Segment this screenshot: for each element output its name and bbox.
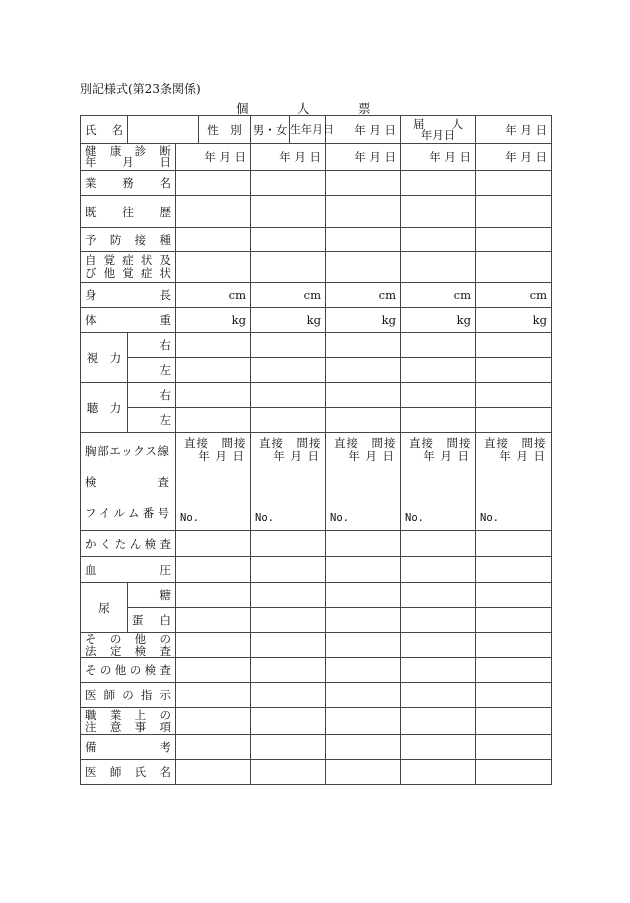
protein-label: 蛋白 — [128, 608, 176, 633]
sex-birth-subtable — [251, 116, 334, 143]
hearing-label: 聴 力 — [81, 383, 128, 433]
data-cell[interactable] — [251, 333, 326, 358]
weight-cell[interactable]: kg — [476, 308, 552, 333]
data-cell[interactable] — [476, 196, 552, 228]
doctor-instruction-label: 医師の指示 — [81, 683, 176, 708]
data-cell[interactable] — [251, 252, 326, 283]
vision-label: 視 力 — [81, 333, 128, 383]
history-label: 既往歴 — [81, 196, 176, 228]
data-cell[interactable] — [176, 228, 251, 252]
xray-cell[interactable] — [251, 433, 326, 531]
vaccination-label: 予防接種 — [81, 228, 176, 252]
occupation-notes-label-1: 職業上の — [85, 708, 171, 722]
right-label: 右 — [128, 333, 176, 358]
data-cell[interactable] — [401, 383, 476, 408]
data-cell[interactable] — [401, 608, 476, 633]
data-cell[interactable] — [326, 531, 401, 557]
data-cell[interactable] — [401, 358, 476, 383]
birth-date-value[interactable]: 年 月 日 — [326, 116, 401, 144]
sex-value[interactable]: 男・女 — [251, 116, 290, 143]
exam-date-label-2: 年 月 日 — [85, 155, 171, 169]
legal-other-row — [81, 633, 552, 658]
xray-method[interactable]: 直接 間接 — [259, 436, 322, 450]
data-cell[interactable] — [176, 196, 251, 228]
xray-cell[interactable] — [476, 433, 552, 531]
data-cell[interactable] — [251, 383, 326, 408]
data-cell[interactable] — [476, 383, 552, 408]
data-cell[interactable] — [251, 196, 326, 228]
data-cell[interactable] — [476, 333, 552, 358]
filed-label-1: 届 人 — [413, 116, 463, 131]
data-cell[interactable] — [401, 408, 476, 433]
data-cell[interactable] — [401, 708, 476, 735]
data-cell[interactable] — [251, 735, 326, 760]
data-cell[interactable] — [401, 171, 476, 196]
left-label: 左 — [128, 358, 176, 383]
birth-label: 生年月日 — [290, 122, 334, 136]
exam-date-row — [81, 144, 552, 171]
exam-date-label-1: 健康診断 — [85, 144, 171, 158]
xray-date[interactable]: 年 月 日 — [423, 449, 470, 463]
data-cell[interactable] — [176, 333, 251, 358]
data-cell[interactable] — [476, 228, 552, 252]
data-cell[interactable] — [326, 583, 401, 608]
xray-method[interactable]: 直接 間接 — [484, 436, 547, 450]
other-exam-label: その他の検査 — [81, 658, 176, 683]
name-field[interactable] — [128, 116, 251, 144]
data-cell[interactable] — [326, 196, 401, 228]
vaccination-row — [81, 228, 552, 252]
data-cell[interactable] — [176, 557, 251, 583]
filed-label-2: 年月日 — [420, 127, 456, 142]
data-cell[interactable] — [401, 196, 476, 228]
data-cell[interactable] — [251, 683, 326, 708]
title-char: 個 — [236, 101, 251, 116]
xray-date[interactable]: 年 月 日 — [499, 449, 546, 463]
height-row — [81, 283, 552, 308]
data-cell[interactable] — [476, 658, 552, 683]
weight-cell[interactable]: kg — [176, 308, 251, 333]
data-cell[interactable] — [251, 358, 326, 383]
data-cell[interactable] — [176, 171, 251, 196]
vision-right-row — [81, 333, 552, 358]
urine-label: 尿 — [81, 583, 128, 633]
film-no[interactable]: No. — [480, 512, 499, 524]
symptoms-label-2: び他覚症状 — [85, 266, 171, 280]
exam-date-cell[interactable]: 年 月 日 — [251, 144, 326, 171]
data-cell[interactable] — [326, 383, 401, 408]
xray-label — [81, 433, 176, 531]
data-cell[interactable] — [326, 408, 401, 433]
data-cell[interactable] — [476, 408, 552, 433]
data-cell[interactable] — [326, 683, 401, 708]
xray-cell[interactable] — [401, 433, 476, 531]
data-cell[interactable] — [476, 608, 552, 633]
data-cell[interactable] — [251, 531, 326, 557]
data-cell[interactable] — [176, 583, 251, 608]
weight-cell[interactable]: kg — [326, 308, 401, 333]
legal-other-label-1: その他の — [85, 632, 171, 646]
other-exam-row — [81, 658, 552, 683]
xray-method[interactable]: 直接 間接 — [184, 436, 247, 450]
exam-date-cell[interactable]: 年 月 日 — [476, 144, 552, 171]
data-cell[interactable] — [476, 531, 552, 557]
height-cell[interactable]: cm — [326, 283, 401, 308]
data-cell[interactable] — [251, 583, 326, 608]
data-cell[interactable] — [251, 608, 326, 633]
name-label: 氏 名 — [81, 116, 128, 144]
data-cell[interactable] — [176, 760, 251, 785]
urine-protein-row — [81, 608, 552, 633]
data-cell[interactable] — [251, 171, 326, 196]
legal-other-label — [81, 633, 176, 658]
sugar-label: 糖 — [128, 583, 176, 608]
sex-label: 性 別 — [207, 122, 242, 137]
form-caption: 別記様式(第23条関係) — [80, 82, 201, 96]
height-cell[interactable]: cm — [401, 283, 476, 308]
xray-label-1: 胸部エックス線 — [85, 444, 169, 458]
data-cell[interactable] — [176, 531, 251, 557]
doctor-name-label: 医師氏名 — [81, 760, 176, 785]
data-cell[interactable] — [251, 228, 326, 252]
data-cell[interactable] — [326, 735, 401, 760]
data-cell[interactable] — [326, 608, 401, 633]
data-cell[interactable] — [176, 633, 251, 658]
exam-date-cell[interactable]: 年 月 日 — [176, 144, 251, 171]
data-cell[interactable] — [401, 252, 476, 283]
vision-left-row — [81, 358, 552, 383]
data-cell[interactable] — [326, 358, 401, 383]
height-cell[interactable]: cm — [176, 283, 251, 308]
title-char: 人 — [297, 101, 312, 116]
data-cell[interactable] — [251, 633, 326, 658]
right-label: 右 — [128, 383, 176, 408]
height-cell[interactable]: cm — [476, 283, 552, 308]
xray-date[interactable]: 年 月 日 — [198, 449, 245, 463]
occupation-label: 業務名 — [81, 171, 176, 196]
data-cell[interactable] — [176, 358, 251, 383]
film-no[interactable]: No. — [255, 512, 274, 524]
data-cell[interactable] — [401, 333, 476, 358]
xray-row — [81, 433, 552, 531]
data-cell[interactable] — [326, 228, 401, 252]
data-cell[interactable] — [476, 171, 552, 196]
film-no[interactable]: No. — [330, 512, 349, 524]
data-cell[interactable] — [176, 708, 251, 735]
occupation-notes-label-2: 注意事項 — [85, 720, 171, 734]
personal-record-table — [80, 115, 552, 785]
xray-cell[interactable] — [176, 433, 251, 531]
data-cell[interactable] — [326, 333, 401, 358]
sex-birth-cell — [251, 116, 334, 144]
data-cell[interactable] — [326, 557, 401, 583]
data-cell[interactable] — [176, 735, 251, 760]
data-cell[interactable] — [401, 531, 476, 557]
filed-date-value[interactable]: 年 月 日 — [476, 116, 552, 144]
remarks-row — [81, 735, 552, 760]
data-cell[interactable] — [251, 708, 326, 735]
data-cell[interactable] — [251, 760, 326, 785]
xray-method[interactable]: 直接 間接 — [334, 436, 397, 450]
data-cell[interactable] — [401, 557, 476, 583]
data-cell[interactable] — [326, 658, 401, 683]
exam-date-cell[interactable]: 年 月 日 — [326, 144, 401, 171]
xray-method[interactable]: 直接 間接 — [409, 436, 472, 450]
data-cell[interactable] — [401, 633, 476, 658]
doctor-instruction-row — [81, 683, 552, 708]
xray-date[interactable]: 年 月 日 — [273, 449, 320, 463]
data-cell[interactable] — [476, 557, 552, 583]
data-cell[interactable] — [401, 658, 476, 683]
weight-label: 体重 — [81, 308, 176, 333]
data-cell[interactable] — [401, 735, 476, 760]
data-cell[interactable] — [251, 557, 326, 583]
weight-row — [81, 308, 552, 333]
data-cell[interactable] — [476, 358, 552, 383]
data-cell[interactable] — [401, 583, 476, 608]
data-cell[interactable] — [326, 171, 401, 196]
symptoms-label — [81, 252, 176, 283]
data-cell[interactable] — [476, 583, 552, 608]
name-sex-subtable — [128, 116, 250, 143]
xray-date[interactable]: 年 月 日 — [348, 449, 395, 463]
legal-other-label-2: 法定検査 — [85, 644, 171, 658]
film-no-label: フイルム番号 — [85, 506, 169, 520]
history-row — [81, 196, 552, 228]
data-cell[interactable] — [326, 633, 401, 658]
data-cell[interactable] — [401, 760, 476, 785]
occupation-row — [81, 171, 552, 196]
occupation-notes-label — [81, 708, 176, 735]
data-cell[interactable] — [476, 760, 552, 785]
sputum-label: かくたん検査 — [81, 531, 176, 557]
weight-cell[interactable]: kg — [251, 308, 326, 333]
exam-date-cell[interactable]: 年 月 日 — [401, 144, 476, 171]
data-cell[interactable] — [476, 633, 552, 658]
data-cell[interactable] — [176, 608, 251, 633]
sputum-row — [81, 531, 552, 557]
data-cell[interactable] — [176, 252, 251, 283]
hearing-right-row — [81, 383, 552, 408]
data-cell[interactable] — [326, 708, 401, 735]
data-cell[interactable] — [326, 760, 401, 785]
data-cell[interactable] — [476, 735, 552, 760]
height-label: 身長 — [81, 283, 176, 308]
hearing-left-row — [81, 408, 552, 433]
film-no[interactable]: No. — [405, 512, 424, 524]
xray-label-2: 検査 — [85, 475, 169, 489]
data-cell[interactable] — [251, 408, 326, 433]
film-no[interactable]: No. — [180, 512, 199, 524]
doctor-name-row — [81, 760, 552, 785]
exam-date-label — [81, 144, 176, 171]
left-label: 左 — [128, 408, 176, 433]
data-cell[interactable] — [401, 683, 476, 708]
height-cell[interactable]: cm — [251, 283, 326, 308]
blood-pressure-row — [81, 557, 552, 583]
symptoms-label-1: 自覚症状及 — [85, 253, 171, 267]
occupation-notes-row — [81, 708, 552, 735]
blood-pressure-label: 血圧 — [81, 557, 176, 583]
data-cell[interactable] — [476, 683, 552, 708]
data-cell[interactable] — [176, 408, 251, 433]
urine-sugar-row — [81, 583, 552, 608]
data-cell[interactable] — [476, 252, 552, 283]
title-char: 票 — [358, 101, 373, 116]
data-cell[interactable] — [176, 383, 251, 408]
weight-cell[interactable]: kg — [401, 308, 476, 333]
header-info-row — [81, 116, 552, 144]
name-value[interactable] — [128, 116, 199, 143]
data-cell[interactable] — [476, 708, 552, 735]
remarks-label: 備考 — [81, 735, 176, 760]
data-cell[interactable] — [401, 228, 476, 252]
data-cell[interactable] — [176, 683, 251, 708]
xray-cell[interactable] — [326, 433, 401, 531]
data-cell[interactable] — [176, 658, 251, 683]
data-cell[interactable] — [251, 658, 326, 683]
data-cell[interactable] — [326, 252, 401, 283]
symptoms-row — [81, 252, 552, 283]
filed-date-label — [401, 116, 476, 144]
